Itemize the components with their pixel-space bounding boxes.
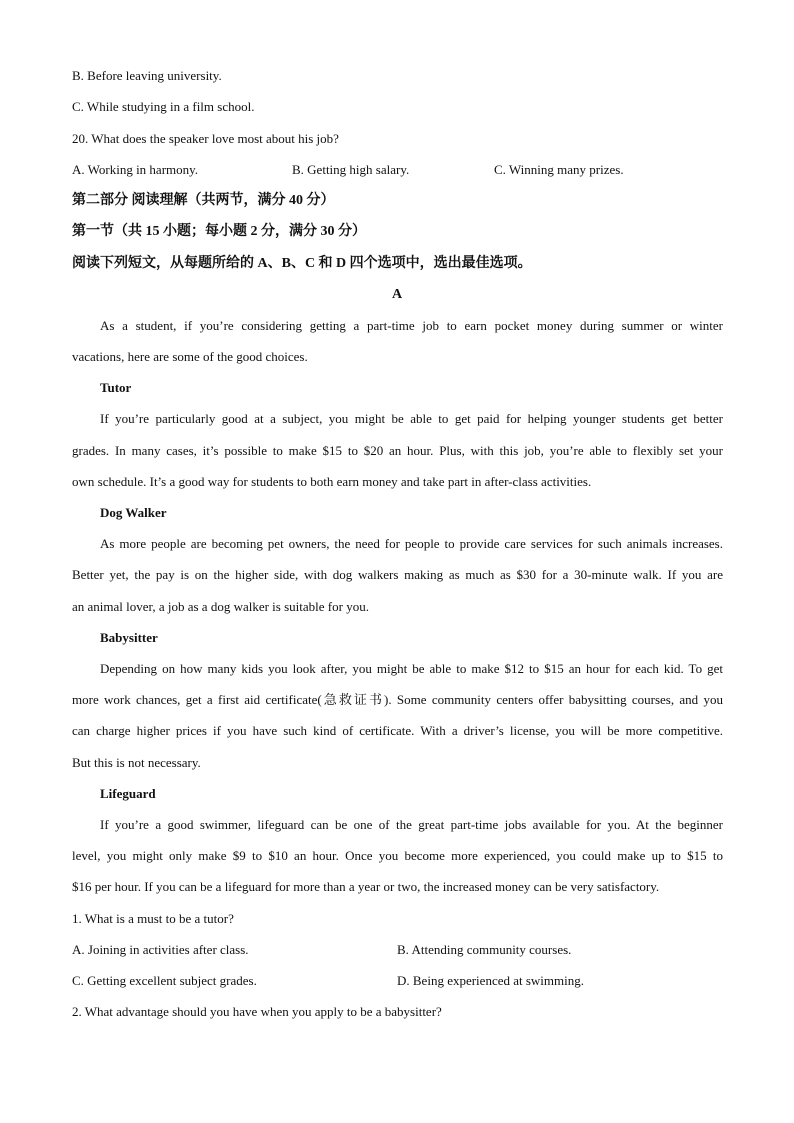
babysitter-line-4: But this is not necessary. <box>72 755 201 770</box>
part-title: 第二部分 阅读理解（共两节，满分 40 分） <box>72 193 335 208</box>
babysitter-line-3: can charge higher prices if you have such kind of certificate. With a driver’s license, you will be more competitive. <box>72 723 723 738</box>
tutor-heading: Tutor <box>100 380 132 395</box>
lifeguard-line-3: $16 per hour. If you can be a lifeguard for more than a year or two, the increased money can be very satisfactory. <box>72 879 660 894</box>
lifeguard-heading: Lifeguard <box>100 786 156 801</box>
babysitter-line-2: more work chances, get a first aid certificate(急救证书). Some community centers offer babysitting courses, and you <box>72 692 723 707</box>
babysitter-line-1: Depending on how many kids you look after, you might be able to make $12 to $15 an hour for each kid. To get <box>100 661 723 676</box>
tutor-line-2: grades. In many cases, it’s possible to make $15 to $20 an hour. Plus, with this job, you’re able to flexibly set your <box>72 443 723 458</box>
q20-option-a: A. Working in harmony. <box>72 162 199 177</box>
section-instruction: 阅读下列短文，从每题所给的 A、B、C 和 D 四个选项中，选出最佳选项。 <box>72 256 532 271</box>
q19-option-c: C. While studying in a film school. <box>72 99 255 114</box>
q20-option-b: B. Getting high salary. <box>292 162 410 177</box>
dog-walker-heading: Dog Walker <box>100 505 167 520</box>
intro-line-1: As a student, if you’re considering getting a part-time job to earn pocket money during summer or winter <box>100 318 723 333</box>
babysitter-heading: Babysitter <box>100 630 158 645</box>
tutor-line-3: own schedule. It’s a good way for students to both earn money and take part in after-class activities. <box>72 474 592 489</box>
q1-option-d: D. Being experienced at swimming. <box>397 973 585 988</box>
q20-question: 20. What does the speaker love most about his job? <box>72 131 339 146</box>
q20-option-c: C. Winning many prizes. <box>494 162 624 177</box>
dog-walker-line-2: Better yet, the pay is on the higher side, with dog walkers making as much as $30 for a 30-minute walk. If you are <box>72 567 723 582</box>
dog-walker-line-3: an animal lover, a job as a dog walker is suitable for you. <box>72 599 369 614</box>
lifeguard-line-1: If you’re a good swimmer, lifeguard can be one of the great part-time jobs available for you. At the beginner <box>100 817 723 832</box>
q1-option-b: B. Attending community courses. <box>397 942 572 957</box>
q19-option-b: B. Before leaving university. <box>72 68 222 83</box>
q1-option-c: C. Getting excellent subject grades. <box>72 973 257 988</box>
intro-line-2: vacations, here are some of the good choices. <box>72 349 308 364</box>
passage-label: A <box>391 287 403 302</box>
q1-question: 1. What is a must to be a tutor? <box>72 911 234 926</box>
q2-question: 2. What advantage should you have when you apply to be a babysitter? <box>72 1004 442 1019</box>
q1-option-a: A. Joining in activities after class. <box>72 942 249 957</box>
lifeguard-line-2: level, you might only make $9 to $10 an hour. Once you become more experienced, you could make up to $15 to <box>72 848 723 863</box>
dog-walker-line-1: As more people are becoming pet owners, the need for people to provide care services for such animals increases. <box>100 536 723 551</box>
section-subtitle: 第一节（共 15 小题；每小题 2 分，满分 30 分） <box>72 224 366 239</box>
tutor-line-1: If you’re particularly good at a subject, you might be able to get paid for helping younger students get better <box>100 411 723 426</box>
